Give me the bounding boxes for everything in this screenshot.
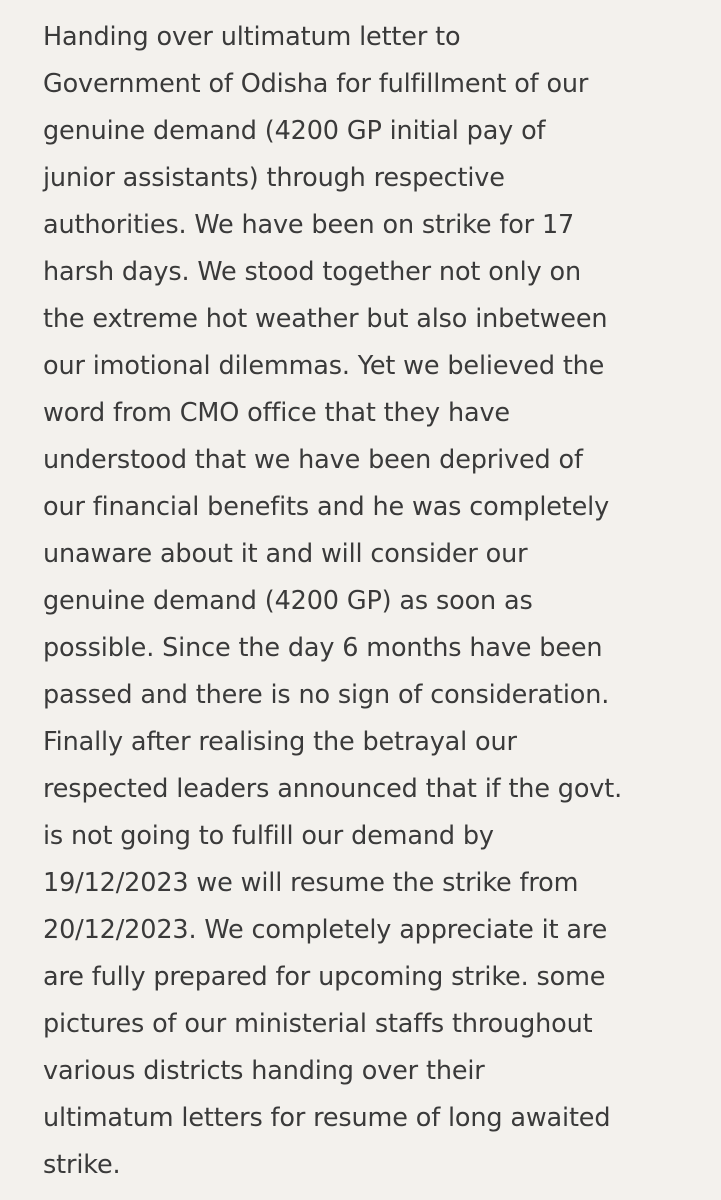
note-line: is not going to fulfill our demand by [43, 821, 494, 851]
note-line: unaware about it and will consider our [43, 539, 528, 569]
note-line: junior assistants) through respective [43, 163, 505, 193]
note-line: understood that we have been deprived of [43, 445, 583, 475]
note-line: genuine demand (4200 GP initial pay of [43, 116, 546, 146]
note-line: word from CMO office that they have [43, 398, 510, 428]
note-line: are fully prepared for upcoming strike. some [43, 962, 606, 992]
note-line: 19/12/2023 we will resume the strike from [43, 868, 579, 898]
note-line: the extreme hot weather but also inbetween [43, 304, 608, 334]
note-line: strike. [43, 1150, 121, 1180]
note-line: passed and there is no sign of consideration. [43, 680, 610, 710]
note-line: Finally after realising the betrayal our [43, 727, 517, 757]
note-line: our financial benefits and he was completely [43, 492, 610, 522]
note-line: authorities. We have been on strike for 17 [43, 210, 575, 240]
note-line: Government of Odisha for fulfillment of our [43, 69, 589, 99]
note-line: harsh days. We stood together not only on [43, 257, 581, 287]
note-line: ultimatum letters for resume of long awaited [43, 1103, 611, 1133]
note-line: various districts handing over their [43, 1056, 485, 1086]
note-line: Handing over ultimatum letter to [43, 22, 461, 52]
note-line: respected leaders announced that if the govt. [43, 774, 623, 804]
note-line: 20/12/2023. We completely appreciate it are [43, 915, 608, 945]
note-line: our imotional dilemmas. Yet we believed the [43, 351, 605, 381]
note-line: genuine demand (4200 GP) as soon as [43, 586, 533, 616]
note-line: possible. Since the day 6 months have been [43, 633, 603, 663]
note-line: pictures of our ministerial staffs throughout [43, 1009, 593, 1039]
